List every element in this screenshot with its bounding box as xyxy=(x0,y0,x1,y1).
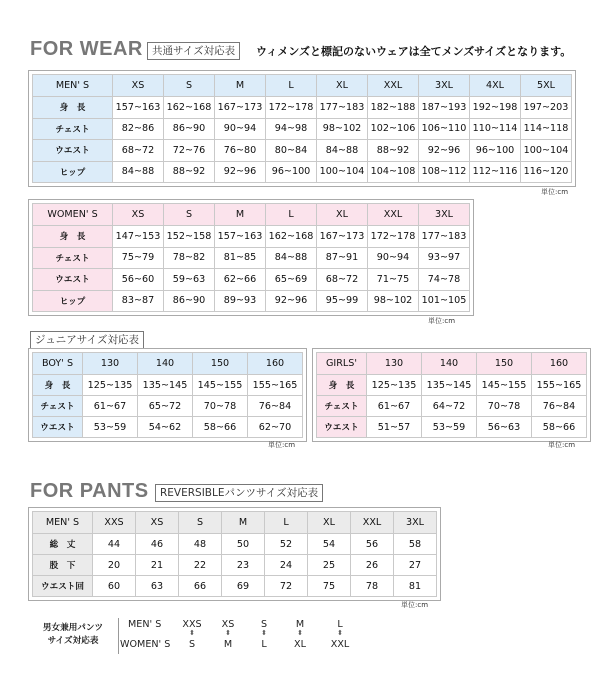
size-value-cell: 23 xyxy=(222,555,265,576)
pants-unit-label: 単位:cm xyxy=(401,601,429,609)
size-value-cell: 54 xyxy=(308,534,351,555)
unisex-mens-size: S xyxy=(260,619,268,630)
pants-size-table-frame xyxy=(28,507,441,601)
size-value-cell: 62~66 xyxy=(215,269,266,291)
table-row xyxy=(33,375,303,396)
size-value-cell: 56~63 xyxy=(477,417,532,438)
boys-unit-label: 単位:cm xyxy=(268,441,296,449)
size-column-header: XS xyxy=(113,75,164,97)
unisex-label-box xyxy=(28,618,119,654)
size-value-cell: 102~106 xyxy=(368,118,419,140)
mens-size-table-frame xyxy=(28,70,576,187)
size-value-cell: 46 xyxy=(136,534,179,555)
size-value-cell: 157~163 xyxy=(113,97,164,119)
size-value-cell: 182~188 xyxy=(368,97,419,119)
size-value-cell: 135~145 xyxy=(138,375,193,396)
table-row xyxy=(33,97,572,119)
size-value-cell: 92~96 xyxy=(215,161,266,183)
size-value-cell: 80~84 xyxy=(266,140,317,162)
unisex-mens-label: MEN' S xyxy=(128,619,162,630)
womens-unit-label: 単位:cm xyxy=(428,317,456,325)
size-value-cell: 110~114 xyxy=(470,118,521,140)
measurement-label: 股 下 xyxy=(33,555,93,576)
size-value-cell: 125~135 xyxy=(83,375,138,396)
down-arrow-icon: ⬍ xyxy=(337,629,343,637)
size-column-header: S xyxy=(179,512,222,534)
size-value-cell: 53~59 xyxy=(422,417,477,438)
size-value-cell: 152~158 xyxy=(164,226,215,248)
size-column-header: L xyxy=(265,512,308,534)
measurement-label: ウエスト回 xyxy=(33,576,93,597)
mens-size-table xyxy=(32,74,572,183)
table-row xyxy=(33,290,470,312)
size-value-cell: 84~88 xyxy=(317,140,368,162)
size-column-header: 4XL xyxy=(470,75,521,97)
size-column-header: L xyxy=(266,75,317,97)
measurement-label: 身 長 xyxy=(33,375,83,396)
unisex-label-line1: 男女兼用パンツ xyxy=(42,623,104,633)
size-value-cell: 172~178 xyxy=(368,226,419,248)
measurement-label: ウエスト xyxy=(33,269,113,291)
table-row xyxy=(33,534,437,555)
pants-size-tag: REVERSIBLEパンツサイズ対応表 xyxy=(155,484,323,502)
size-column-header: M xyxy=(222,512,265,534)
size-value-cell: 84~88 xyxy=(266,247,317,269)
size-value-cell: 61~67 xyxy=(367,396,422,417)
table-header-row xyxy=(33,75,572,97)
size-column-header: XXL xyxy=(368,75,419,97)
size-value-cell: 70~78 xyxy=(477,396,532,417)
size-value-cell: 88~92 xyxy=(164,161,215,183)
measurement-label: ウエスト xyxy=(33,140,113,162)
size-value-cell: 64~72 xyxy=(422,396,477,417)
girls-size-table-frame xyxy=(312,348,591,442)
unisex-mens-size: XXS xyxy=(182,619,202,630)
table-row xyxy=(33,226,470,248)
size-value-cell: 83~87 xyxy=(113,290,164,312)
size-value-cell: 145~155 xyxy=(477,375,532,396)
down-arrow-icon: ⬍ xyxy=(261,629,267,637)
size-value-cell: 96~100 xyxy=(266,161,317,183)
size-value-cell: 106~110 xyxy=(419,118,470,140)
size-value-cell: 84~88 xyxy=(113,161,164,183)
size-column-header: XL xyxy=(317,75,368,97)
size-value-cell: 25 xyxy=(308,555,351,576)
unisex-womens-size: XL xyxy=(294,639,306,650)
size-value-cell: 93~97 xyxy=(419,247,470,269)
size-value-cell: 65~69 xyxy=(266,269,317,291)
down-arrow-icon: ⬍ xyxy=(225,629,231,637)
size-value-cell: 59~63 xyxy=(164,269,215,291)
size-value-cell: 48 xyxy=(179,534,222,555)
size-value-cell: 125~135 xyxy=(367,375,422,396)
size-column-header: XXL xyxy=(368,204,419,226)
for-pants-title: FOR PANTS xyxy=(30,480,149,502)
size-value-cell: 104~108 xyxy=(368,161,419,183)
size-value-cell: 98~102 xyxy=(368,290,419,312)
size-value-cell: 108~112 xyxy=(419,161,470,183)
size-column-header: M xyxy=(215,204,266,226)
junior-size-tag: ジュニアサイズ対応表 xyxy=(30,331,144,349)
size-column-header: M xyxy=(215,75,266,97)
size-value-cell: 74~78 xyxy=(419,269,470,291)
size-value-cell: 90~94 xyxy=(215,118,266,140)
size-value-cell: 155~165 xyxy=(248,375,303,396)
size-value-cell: 92~96 xyxy=(419,140,470,162)
table-header-label: MEN' S xyxy=(33,75,113,97)
measurement-label: 総 丈 xyxy=(33,534,93,555)
table-row xyxy=(317,375,587,396)
size-value-cell: 162~168 xyxy=(266,226,317,248)
measurement-label: チェスト xyxy=(33,118,113,140)
size-value-cell: 98~102 xyxy=(317,118,368,140)
size-value-cell: 101~105 xyxy=(419,290,470,312)
table-row xyxy=(33,576,437,597)
measurement-label: チェスト xyxy=(33,247,113,269)
size-value-cell: 71~75 xyxy=(368,269,419,291)
girls-size-table xyxy=(316,352,587,438)
measurement-label: ウエスト xyxy=(317,417,367,438)
size-value-cell: 27 xyxy=(394,555,437,576)
size-value-cell: 167~173 xyxy=(317,226,368,248)
size-column-header: 140 xyxy=(422,353,477,375)
size-value-cell: 22 xyxy=(179,555,222,576)
unisex-mens-size: XS xyxy=(221,619,235,630)
size-value-cell: 145~155 xyxy=(193,375,248,396)
unisex-womens-label: WOMEN' S xyxy=(120,639,171,650)
size-value-cell: 86~90 xyxy=(164,118,215,140)
size-value-cell: 157~163 xyxy=(215,226,266,248)
size-value-cell: 135~145 xyxy=(422,375,477,396)
size-value-cell: 116~120 xyxy=(521,161,572,183)
size-value-cell: 63 xyxy=(136,576,179,597)
table-row xyxy=(33,161,572,183)
measurement-label: チェスト xyxy=(317,396,367,417)
unisex-mens-size: M xyxy=(295,619,305,630)
unisex-womens-size: S xyxy=(188,639,196,650)
size-column-header: XS xyxy=(113,204,164,226)
size-value-cell: 78 xyxy=(351,576,394,597)
size-value-cell: 76~84 xyxy=(248,396,303,417)
down-arrow-icon: ⬍ xyxy=(297,629,303,637)
table-header-row xyxy=(33,204,470,226)
table-row xyxy=(317,417,587,438)
measurement-label: ヒップ xyxy=(33,161,113,183)
table-row xyxy=(33,396,303,417)
table-row xyxy=(33,269,470,291)
size-column-header: S xyxy=(164,75,215,97)
measurement-label: 身 長 xyxy=(317,375,367,396)
boys-size-table-frame xyxy=(28,348,307,442)
size-value-cell: 147~153 xyxy=(113,226,164,248)
size-column-header: 150 xyxy=(193,353,248,375)
size-column-header: XS xyxy=(136,512,179,534)
size-value-cell: 187~193 xyxy=(419,97,470,119)
size-column-header: XXL xyxy=(351,512,394,534)
table-header-row xyxy=(33,512,437,534)
size-value-cell: 70~78 xyxy=(193,396,248,417)
measurement-label: 身 長 xyxy=(33,97,113,119)
size-value-cell: 56~60 xyxy=(113,269,164,291)
measurement-label: 身 長 xyxy=(33,226,113,248)
size-value-cell: 75~79 xyxy=(113,247,164,269)
table-row xyxy=(33,140,572,162)
size-column-header: XL xyxy=(308,512,351,534)
table-header-label: BOY' S xyxy=(33,353,83,375)
unisex-womens-size: L xyxy=(261,639,267,650)
size-value-cell: 177~183 xyxy=(317,97,368,119)
boys-size-table xyxy=(32,352,303,438)
size-value-cell: 21 xyxy=(136,555,179,576)
size-value-cell: 75 xyxy=(308,576,351,597)
mens-unit-label: 単位:cm xyxy=(541,188,569,196)
table-header-label: GIRLS' xyxy=(317,353,367,375)
size-value-cell: 65~72 xyxy=(138,396,193,417)
size-value-cell: 76~80 xyxy=(215,140,266,162)
size-value-cell: 155~165 xyxy=(532,375,587,396)
table-row xyxy=(317,396,587,417)
womens-size-table-frame xyxy=(28,199,474,316)
size-value-cell: 81 xyxy=(394,576,437,597)
size-value-cell: 89~93 xyxy=(215,290,266,312)
size-value-cell: 162~168 xyxy=(164,97,215,119)
pants-size-table xyxy=(32,511,437,597)
table-header-row xyxy=(317,353,587,375)
size-value-cell: 58 xyxy=(394,534,437,555)
size-value-cell: 81~85 xyxy=(215,247,266,269)
size-value-cell: 100~104 xyxy=(521,140,572,162)
size-value-cell: 100~104 xyxy=(317,161,368,183)
table-row xyxy=(33,555,437,576)
measurement-label: ウエスト xyxy=(33,417,83,438)
common-size-tag: 共通サイズ対応表 xyxy=(147,42,240,60)
size-value-cell: 78~82 xyxy=(164,247,215,269)
size-value-cell: 76~84 xyxy=(532,396,587,417)
size-value-cell: 96~100 xyxy=(470,140,521,162)
size-column-header: 160 xyxy=(248,353,303,375)
size-column-header: S xyxy=(164,204,215,226)
size-value-cell: 26 xyxy=(351,555,394,576)
size-value-cell: 192~198 xyxy=(470,97,521,119)
unisex-womens-size: M xyxy=(223,639,233,650)
size-value-cell: 69 xyxy=(222,576,265,597)
size-value-cell: 24 xyxy=(265,555,308,576)
for-wear-title: FOR WEAR xyxy=(30,38,143,60)
size-value-cell: 177~183 xyxy=(419,226,470,248)
size-value-cell: 92~96 xyxy=(266,290,317,312)
size-value-cell: 58~66 xyxy=(532,417,587,438)
size-column-header: XXS xyxy=(93,512,136,534)
size-value-cell: 95~99 xyxy=(317,290,368,312)
table-row xyxy=(33,417,303,438)
size-column-header: 3XL xyxy=(394,512,437,534)
size-value-cell: 72 xyxy=(265,576,308,597)
size-column-header: 160 xyxy=(532,353,587,375)
table-header-row xyxy=(33,353,303,375)
table-row xyxy=(33,118,572,140)
size-value-cell: 53~59 xyxy=(83,417,138,438)
size-value-cell: 114~118 xyxy=(521,118,572,140)
mens-size-note: ウィメンズと標記のないウェアは全てメンズサイズとなります。 xyxy=(256,45,572,58)
size-value-cell: 56 xyxy=(351,534,394,555)
size-column-header: XL xyxy=(317,204,368,226)
girls-unit-label: 単位:cm xyxy=(548,441,576,449)
size-value-cell: 20 xyxy=(93,555,136,576)
size-value-cell: 72~76 xyxy=(164,140,215,162)
size-value-cell: 94~98 xyxy=(266,118,317,140)
size-value-cell: 82~86 xyxy=(113,118,164,140)
measurement-label: チェスト xyxy=(33,396,83,417)
size-value-cell: 66 xyxy=(179,576,222,597)
size-column-header: 5XL xyxy=(521,75,572,97)
size-value-cell: 68~72 xyxy=(317,269,368,291)
size-value-cell: 68~72 xyxy=(113,140,164,162)
unisex-mens-size: L xyxy=(337,619,343,630)
size-column-header: 130 xyxy=(83,353,138,375)
down-arrow-icon: ⬍ xyxy=(189,629,195,637)
table-row xyxy=(33,247,470,269)
size-value-cell: 52 xyxy=(265,534,308,555)
size-value-cell: 197~203 xyxy=(521,97,572,119)
size-value-cell: 51~57 xyxy=(367,417,422,438)
size-column-header: 3XL xyxy=(419,75,470,97)
size-column-header: L xyxy=(266,204,317,226)
size-column-header: 3XL xyxy=(419,204,470,226)
size-value-cell: 112~116 xyxy=(470,161,521,183)
size-value-cell: 61~67 xyxy=(83,396,138,417)
size-column-header: 150 xyxy=(477,353,532,375)
size-value-cell: 62~70 xyxy=(248,417,303,438)
unisex-womens-size: XXL xyxy=(330,639,350,650)
size-value-cell: 86~90 xyxy=(164,290,215,312)
measurement-label: ヒップ xyxy=(33,290,113,312)
size-value-cell: 44 xyxy=(93,534,136,555)
table-header-label: MEN' S xyxy=(33,512,93,534)
size-value-cell: 50 xyxy=(222,534,265,555)
womens-size-table xyxy=(32,203,470,312)
size-column-header: 130 xyxy=(367,353,422,375)
size-value-cell: 167~173 xyxy=(215,97,266,119)
size-value-cell: 90~94 xyxy=(368,247,419,269)
size-value-cell: 58~66 xyxy=(193,417,248,438)
size-value-cell: 60 xyxy=(93,576,136,597)
size-value-cell: 172~178 xyxy=(266,97,317,119)
size-column-header: 140 xyxy=(138,353,193,375)
size-value-cell: 87~91 xyxy=(317,247,368,269)
table-header-label: WOMEN' S xyxy=(33,204,113,226)
size-value-cell: 54~62 xyxy=(138,417,193,438)
unisex-label-line2: サイズ対応表 xyxy=(47,636,99,646)
size-value-cell: 88~92 xyxy=(368,140,419,162)
